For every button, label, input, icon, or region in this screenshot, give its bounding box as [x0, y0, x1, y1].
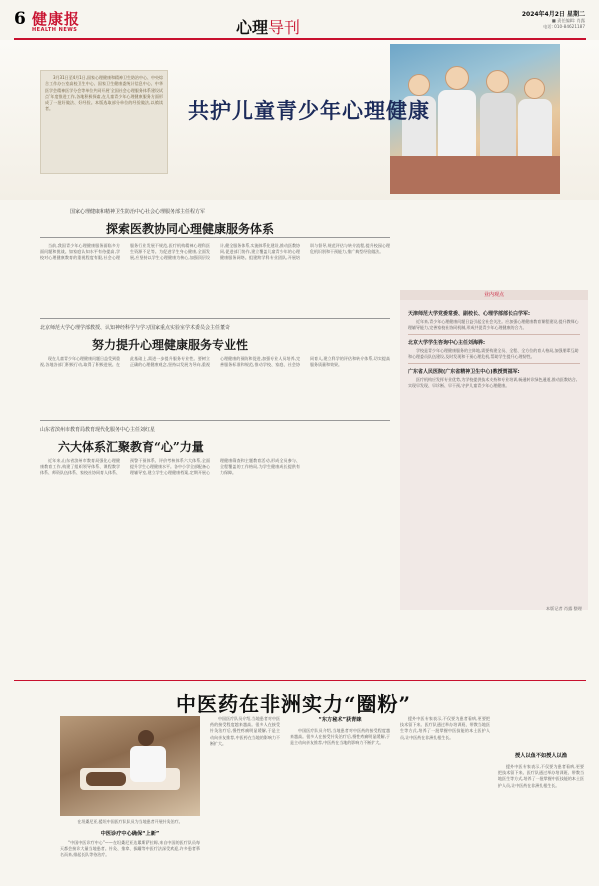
banner-title: 共护儿童青少年心理健康: [188, 98, 430, 123]
banner-intro: [40, 70, 168, 174]
tcm-subhead-3: 授人以鱼不如授人以渔: [515, 753, 567, 759]
sidebar-item-source: 广东省人民医院(广东省精神卫生中心)教授贾福军:: [408, 369, 520, 375]
tcm-body-right2-text: 援外中医专家表示,不仅要为患者看病,更要把技术留下来。医疗队通过举办培训班、带教当地医生等方式,培养了一批掌握中医技能的本土医护人员,让中医药在非洲扎根生长。: [498, 764, 584, 788]
article3-text: 近年来,山东省滨州市教育局强化心理健康教育工作,构建了组织领导体系、课程教学体系、师资队伍体系、家校社协同育人体系、预警干预体系、评价考核体系六大体系,全面提升学生心理健康水平。各中小学全部配备心理辅导室,建立学生心理健康档案,定期开展心理健康筛查和主题教育活动,形成全员参与、全程覆盖的工作格局,为学生健康成长提供有力保障。: [40, 458, 300, 476]
section-title-suffix: 导刊: [268, 18, 301, 37]
tcm-body-mid: [210, 716, 280, 880]
article3-rule-top: [40, 420, 390, 421]
page-number: 6: [14, 9, 26, 29]
sidebar-item-text: 学校是青少年心理健康服务的主阵地,需要构建全员、全程、全方位的育人格局,加强朋辈互助和心理委员队伍建设,及时发现和干预心理危机,帮助学生提升心理韧性。: [408, 348, 579, 359]
article1-body: [40, 243, 390, 313]
sidebar-items: [408, 306, 580, 389]
tcm-subhead-2: “东方秘术”获青睐: [318, 717, 362, 723]
sidebar-item-text: 医疗机构应发挥专业优势,为学校提供技术支持和专业培训,畅通转诊绿色通道,推动医教结合,实现早发现、早诊断、早干预,守护儿童青少年心理健康。: [408, 377, 578, 388]
article2-kicker: 北京师范大学心理学部教授、认知神经科学与学习国家重点实验室学术委员会主任董奇: [40, 325, 231, 331]
article1-rule: [40, 237, 390, 238]
banner-intro-text: 3月31日至4月1日,国家心理健康和精神卫生防治中心、中央综合工作办公室高校卫生中心、国家卫生健康委统计信息中心、中华医学会精神医学分会等单位共同开展‘全国社会心理服务体系建设试点’年度推进工作,各地积极探索,在儿童青少年心理健康服务方面形成了一批好做法、好经验。本版选取部分单位的经验做法,以飨读者。: [45, 75, 163, 112]
tcm-subhead-1: 中医诊疗中心确保“上新”: [100, 831, 160, 837]
newspaper-logo: [32, 8, 104, 33]
article1-kicker: 国家心理健康和精神卫生防治中心社会心理服务部主任程方军: [70, 209, 206, 215]
tcm-body-mid2: [290, 728, 390, 880]
editor-meta-line1: ■ 责任编辑: 肖露: [551, 18, 585, 23]
tcm-photo-caption: 在坦桑尼亚,援坦中国医疗队队员为当地患者开展针灸治疗。: [77, 819, 183, 824]
editor-meta-line2: 电话: 010-84621187: [543, 24, 585, 29]
sidebar-divider: [408, 334, 580, 335]
tcm-body-right-text: 援外中医专家表示,不仅要为患者看病,更要把技术留下来。医疗队通过举办培训班、带教当地医生等方式,培养了一批掌握中医技能的本土医护人员,让中医药在非洲扎根生长。: [400, 716, 490, 740]
sidebar-item-source: 北京大学学生咨询中心主任刘海骅:: [408, 340, 486, 346]
editor-meta: [543, 18, 585, 30]
page-editor-credit: 本版记者 肖露 整理: [545, 606, 582, 611]
sidebar-item-source: 天津师范大学党委常委、副校长、心理学部部长白学军:: [408, 311, 531, 317]
logo-en: HEALTH NEWS: [32, 27, 78, 33]
sidebar-item-text: 近年来,青少年心理健康问题日益引起全社会关注。应加强心理健康教育课程建设,提升教师心理辅导能力,完善家校社协同机制,形成共促青少年心理健康的合力。: [408, 319, 579, 330]
article2-rule-top: [40, 318, 390, 319]
logo-cn: 健康报: [32, 10, 81, 28]
section-title: [236, 15, 300, 38]
tcm-body-right2: [498, 764, 584, 880]
tcm-body-left-text: “中国中医诊疗中心”——在坦桑尼亚达累斯萨拉姆,来自中国的医疗队员每天都会接诊大量当地患者。针灸、推拿、拔罐等中医疗法深受欢迎,许多患者慕名而来,排起长队等待治疗。: [60, 840, 200, 858]
sidebar-item: [408, 339, 580, 360]
tcm-body-left: [60, 840, 200, 880]
issue-date: 2024年4月2日 星期二: [521, 11, 585, 18]
article1-text: 当前,我国青少年心理健康服务面临多方面问题和挑战。如家庭认知水平有待提高,学校对心理健康教育的重视程度有限,社会心理服务行业发展不规范,医疗机构精神心理科医生资源不足等。为促进学生身心健康,全面发展,应坚持以学生心理健康为核心,加强顶层设计,健全服务体系,实施体系化建设,推动医教协同,促进部门协作,建立覆盖儿童青少年的心理健康服务网络。组建跨学科专业团队,开展培训与督导,规范评估与转介流程,提升校园心理危机识别和干预能力,推广典型经验做法。: [40, 243, 390, 261]
sidebar-divider: [408, 363, 580, 364]
section-title-main: 心理: [236, 18, 269, 37]
tcm-body-mid2-text: 中国医疗队员介绍,当地患者对中医药的接受程度越来越高。很多人在接受针灸治疗后,慢性疼痛明显缓解,于是主动向亲友推荐,中医药在当地的影响力不断扩大。: [290, 728, 390, 746]
article3-headline: 六大体系汇聚教育“心”力量: [58, 440, 204, 454]
sidebar-header: 业内观点: [400, 290, 588, 300]
article1-headline: 探索医教协同心理健康服务体系: [106, 222, 275, 236]
sidebar-box: [400, 290, 588, 610]
tcm-body-right: [400, 716, 490, 776]
article3-body: [40, 458, 390, 606]
tcm-rule: [14, 680, 586, 681]
sidebar-item: [408, 310, 580, 331]
article3-kicker: 山东省滨州市教育局教育现代化服务中心主任刘红星: [40, 427, 156, 433]
tcm-photo: [60, 716, 200, 816]
article2-text: 现在儿童青少年心理健康问题日益受到重视,各地各部门积极行动,取得了积极进展。在此基础上,需进一步提升服务专业性。要树立正确的心理健康观念,坚持以发展为导向,重视心理健康的预防和促进,加强专业人员培养,完善服务标准和规范,推动学校、家庭、社会协同育人,建立科学的评估和转介体系,切实提高服务质量和效果。: [40, 356, 390, 368]
article2-body: [40, 356, 390, 416]
tcm-body-mid-text: 中国医疗队员介绍,当地患者对中医药的接受程度越来越高。很多人在接受针灸治疗后,慢性疼痛明显缓解,于是主动向亲友推荐,中医药在当地的影响力不断扩大。: [210, 716, 280, 746]
article2-headline: 努力提升心理健康服务专业性: [92, 338, 249, 352]
tcm-headline: 中医药在非洲实力“圈粉”: [176, 692, 412, 716]
sidebar-item: [408, 368, 580, 389]
